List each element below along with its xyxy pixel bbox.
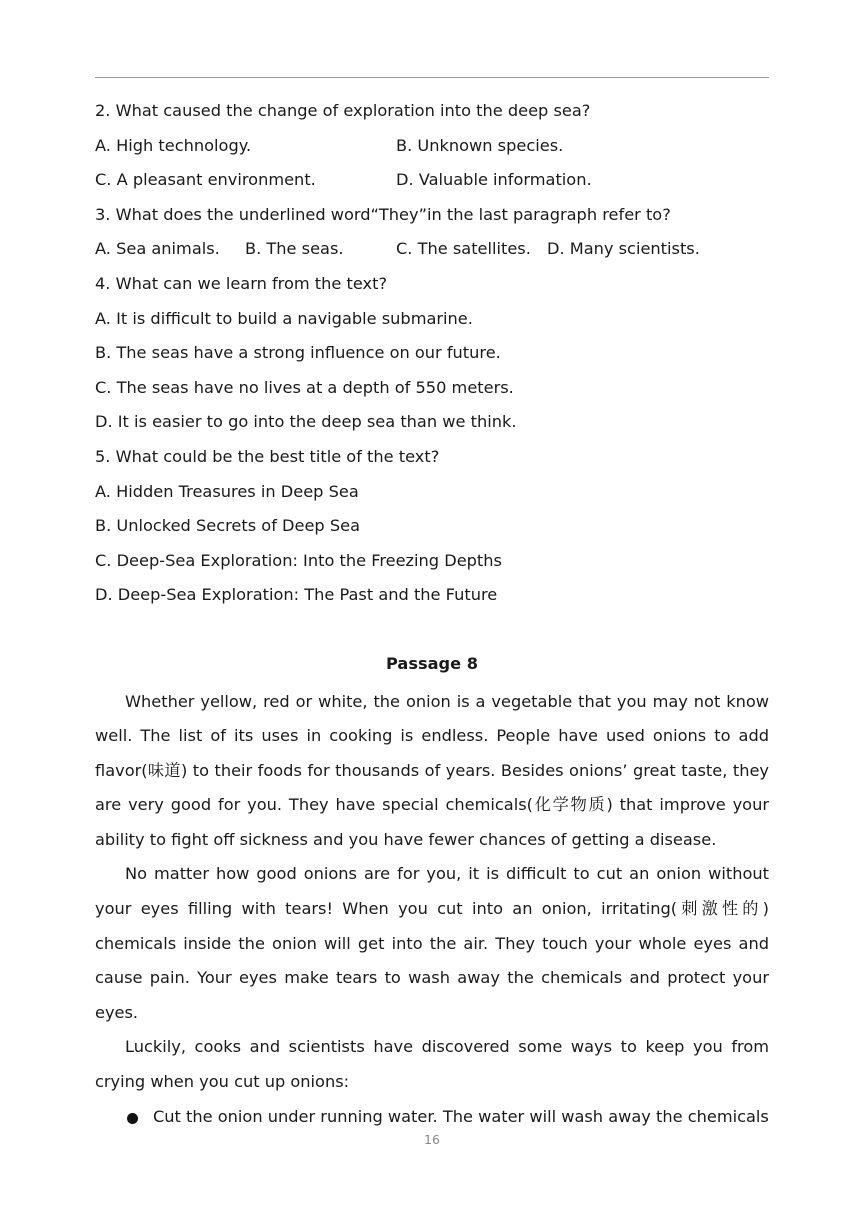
option-b: B. Unknown species. [396,135,564,155]
option-b: B. Unlocked Secrets of Deep Sea [95,516,361,536]
option-d: D. Valuable information. [396,170,592,190]
option-b: B. The seas have a strong influence on our future. [95,343,501,363]
bullet-dot-icon [127,1113,138,1124]
question-3-stem: 3. What does the underlined word“They”in the last paragraph refer to? [95,204,671,224]
option-a: A. High technology. [95,135,252,155]
option-c: C. The seas have no lives at a depth of 550 meters. [95,377,514,397]
question-4-stem: 4. What can we learn from the text? [95,273,388,293]
bullet-text: Cut the onion under running water. The water will wash away the chemicals [153,1106,769,1126]
option-d: D. Deep-Sea Exploration: The Past and the Future [95,585,498,605]
question-2-stem: 2. What caused the change of exploration into the deep sea? [95,101,591,120]
question-5-stem: 5. What could be the best title of the text? [95,446,440,466]
passage-paragraph-3: Luckily, cooks and scientists have discovered some ways to keep you from crying when you cut up onions: [95,1037,769,1092]
option-a: A. It is difficult to build a navigable submarine. [95,308,473,328]
option-c: C. The satellites. [396,239,531,259]
question-3-options [95,235,769,270]
passage-paragraph-2: No matter how good onions are for you, it is difficult to cut an onion without your eyes filling with tears! When you cut into an onion, irritating(刺激性的) chemicals inside the onion will get into the air. They touch your whole eyes and cause pain. Your eyes make tears to wash away the chemicals and protect your eyes. [95,864,769,1022]
option-c: C. Deep-Sea Exploration: Into the Freezing Depths [95,550,502,570]
section-gap [95,616,769,650]
bullet-item [95,1100,769,1135]
passage-title: Passage 8 [385,653,478,673]
option-d: D. It is easier to go into the deep sea than we think. [95,412,517,432]
page-content [95,97,769,1134]
option-a: A. Hidden Treasures in Deep Sea [95,481,359,501]
option-b: B. The seas. [245,239,344,259]
question-2-options-row-2 [95,166,769,201]
question-2-options-row-1 [95,132,769,167]
passage-paragraph-1: Whether yellow, red or white, the onion is a vegetable that you may not know well. The list of its uses in cooking is endless. People have used onions to add flavor(味道) to their foods for thousands of years. Besides onions’ great taste, they are very good for you. They have special chemicals(化学物质) that improve your ability to fight off sickness and you have fewer chances of getting a disease. [95,691,769,849]
option-d: D. Many scientists. [547,239,700,259]
header-rule [95,77,769,78]
option-a: A. Sea animals. [95,239,220,259]
option-c: C. A pleasant environment. [95,170,316,190]
page-number: 16 [424,1132,440,1147]
